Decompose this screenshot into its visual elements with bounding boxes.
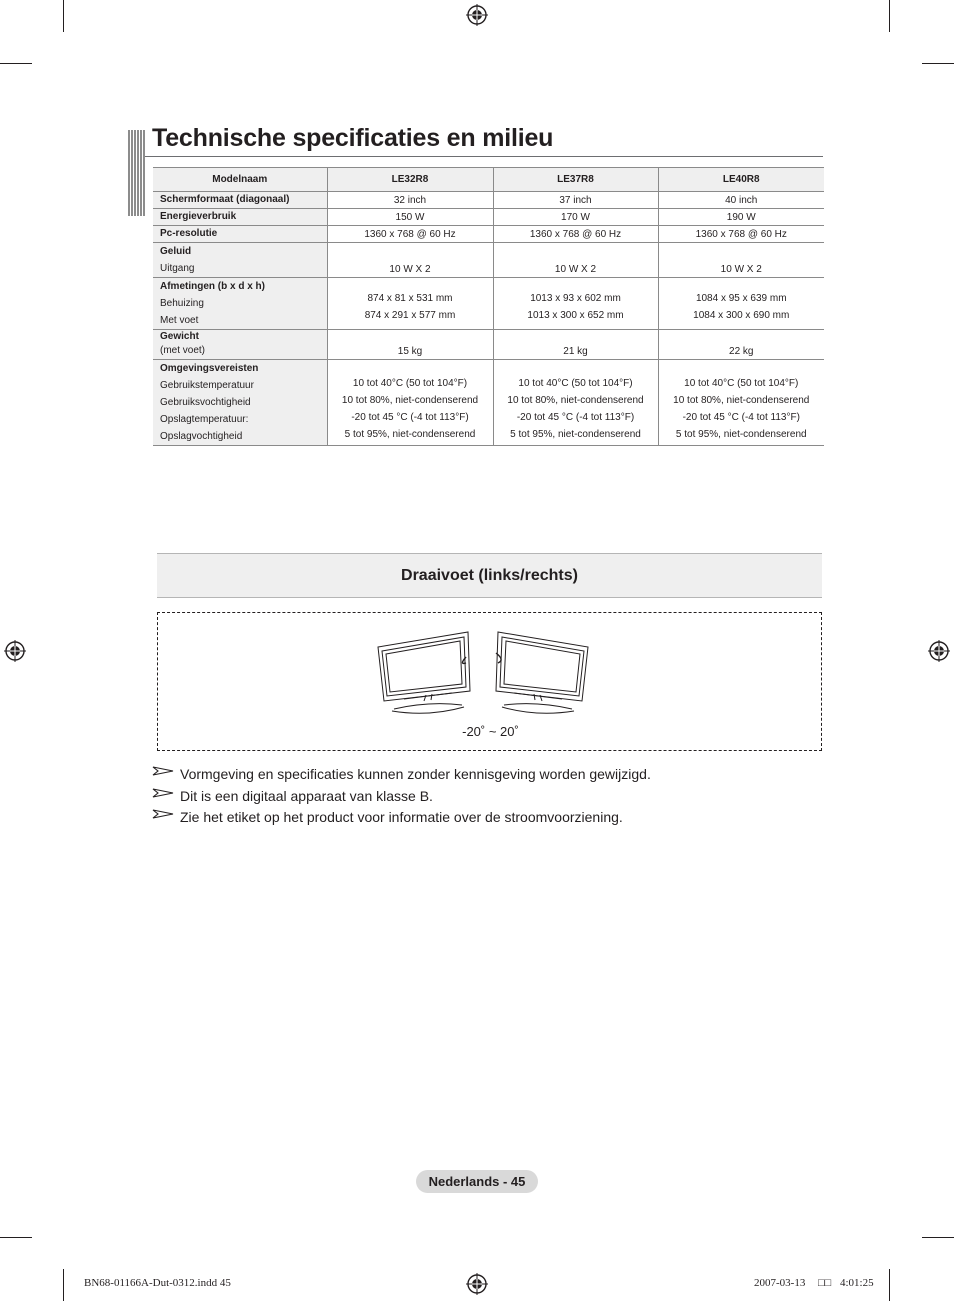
table-row [153,192,824,209]
print-slug-time: 4:01:25 [840,1277,874,1289]
page-title: Technische specificaties en milieu [152,124,554,152]
cell-dimensions [658,278,824,330]
spec-table [153,167,824,446]
registration-mark-icon [4,640,26,662]
row-label-dimensions [153,278,327,330]
cell-value: 190 W [658,209,824,226]
cell-value: 10 W X 2 [327,243,493,278]
crop-mark [889,1269,890,1301]
cell-value: 5 tot 95%, niet-condenserend [344,429,476,440]
cell-value: -20 tot 45 °C (-4 tot 113°F) [351,412,469,423]
print-slug-filename: BN68-01166A-Dut-0312.indd 45 [84,1277,231,1289]
table-row [153,209,824,226]
cell-value: 40 inch [658,192,824,209]
row-label-power: Energieverbruik [153,209,327,226]
cell-dimensions [327,278,493,330]
label-dimensions: Afmetingen (b x d x h) [160,281,265,292]
crop-mark [889,0,890,32]
header-model-name: Modelnaam [153,168,327,192]
cell-value: 874 x 291 x 577 mm [364,309,456,321]
label-cabinet: Behuizing [160,298,204,309]
crop-mark [922,1237,954,1238]
title-divider [145,156,823,157]
cell-value: 10 tot 40°C (50 tot 104°F) [518,378,633,389]
arrow-bullet-icon [152,809,174,819]
label-sound: Geluid [160,246,192,257]
cell-value: 21 kg [493,330,658,360]
swivel-tv-illustration [374,627,594,717]
cell-value: 10 tot 40°C (50 tot 104°F) [684,378,799,389]
crop-mark [63,0,64,32]
cell-value: 10 W X 2 [658,243,824,278]
arrow-bullet-icon [152,788,174,798]
table-row [153,330,824,360]
registration-mark-icon [928,640,950,662]
print-slug-mid: □□ [818,1277,832,1289]
cell-value: 10 tot 80%, niet-condenserend [341,395,479,406]
label-storage-humidity: Opslagvochtigheid [160,431,243,442]
cell-environment [658,360,824,446]
cell-value: -20 tot 45 °C (-4 tot 113°F) [682,412,800,423]
registration-mark-icon [466,4,488,26]
cell-value: -20 tot 45 °C (-4 tot 113°F) [516,412,635,423]
row-label-screen-size: Schermformaat (diagonaal) [153,192,327,209]
cell-value: 1360 x 768 @ 60 Hz [658,226,824,243]
cell-value: 1360 x 768 @ 60 Hz [327,226,493,243]
registration-mark-icon [466,1273,488,1295]
table-row [153,278,824,330]
header-le32r8: LE32R8 [327,168,493,192]
cell-value: 1013 x 93 x 602 mm [530,292,621,304]
row-label-environment [153,360,327,446]
row-label-weight [153,330,327,360]
arrow-bullet-icon [152,766,174,776]
print-slug-date: 2007-03-13 [754,1277,806,1289]
cell-value: 5 tot 95%, niet-condenserend [675,429,807,440]
label-operating-temperature: Gebruikstemperatuur [160,380,254,391]
page-number-badge: Nederlands - 45 [416,1170,538,1193]
crop-mark [922,63,954,64]
table-header-row [153,168,824,192]
label-operating-humidity: Gebruiksvochtigheid [160,397,251,408]
table-row [153,243,824,278]
cell-value: 1360 x 768 @ 60 Hz [493,226,658,243]
row-label-sound [153,243,327,278]
cell-value: 10 tot 40°C (50 tot 104°F) [352,378,468,389]
label-weight: Gewicht [160,331,199,342]
cell-value: 15 kg [327,330,493,360]
cell-value: 150 W [327,209,493,226]
cell-value: 32 inch [327,192,493,209]
cell-value: 10 tot 80%, niet-condenserend [507,395,644,406]
cell-value: 1084 x 300 x 690 mm [693,309,790,321]
cell-value: 1084 x 95 x 639 mm [695,292,787,304]
section-marker-bar [128,130,145,216]
label-with-stand: Met voet [160,315,199,326]
cell-value: 170 W [493,209,658,226]
cell-value: 22 kg [658,330,824,360]
swivel-heading: Draaivoet (links/rechts) [401,567,578,584]
note-text: Zie het etiket op het product voor informatie over de stroomvoorziening. [180,809,623,825]
cell-value: 1013 x 300 x 652 mm [527,309,624,321]
cell-dimensions [493,278,658,330]
cell-environment [327,360,493,446]
table-row [153,360,824,446]
label-storage-temperature: Opslagtemperatuur: [160,414,249,425]
table-row [153,226,824,243]
crop-mark [0,1237,32,1238]
header-le37r8: LE37R8 [493,168,658,192]
cell-value: 10 tot 80%, niet-condenserend [673,395,810,406]
label-environment: Omgevingsvereisten [160,363,259,374]
cell-value: 10 W X 2 [493,243,658,278]
cell-value: 37 inch [493,192,658,209]
swivel-section-header [157,553,822,598]
cell-value: 5 tot 95%, niet-condenserend [510,429,641,440]
crop-mark [63,1269,64,1301]
cell-value: 874 x 81 x 531 mm [367,292,453,304]
row-label-pc-resolution: Pc-resolutie [153,226,327,243]
swivel-angle-label: -20˚ ~ 20˚ [462,724,519,739]
note-text: Vormgeving en specificaties kunnen zonder kennisgeving worden gewijzigd. [180,766,651,782]
label-sound-output: Uitgang [160,263,195,274]
cell-environment [493,360,658,446]
label-with-stand: (met voet) [160,345,206,356]
swivel-illustration-box [157,612,822,751]
note-text: Dit is een digitaal apparaat van klasse B. [180,787,433,804]
crop-mark [0,63,32,64]
header-le40r8: LE40R8 [658,168,824,192]
